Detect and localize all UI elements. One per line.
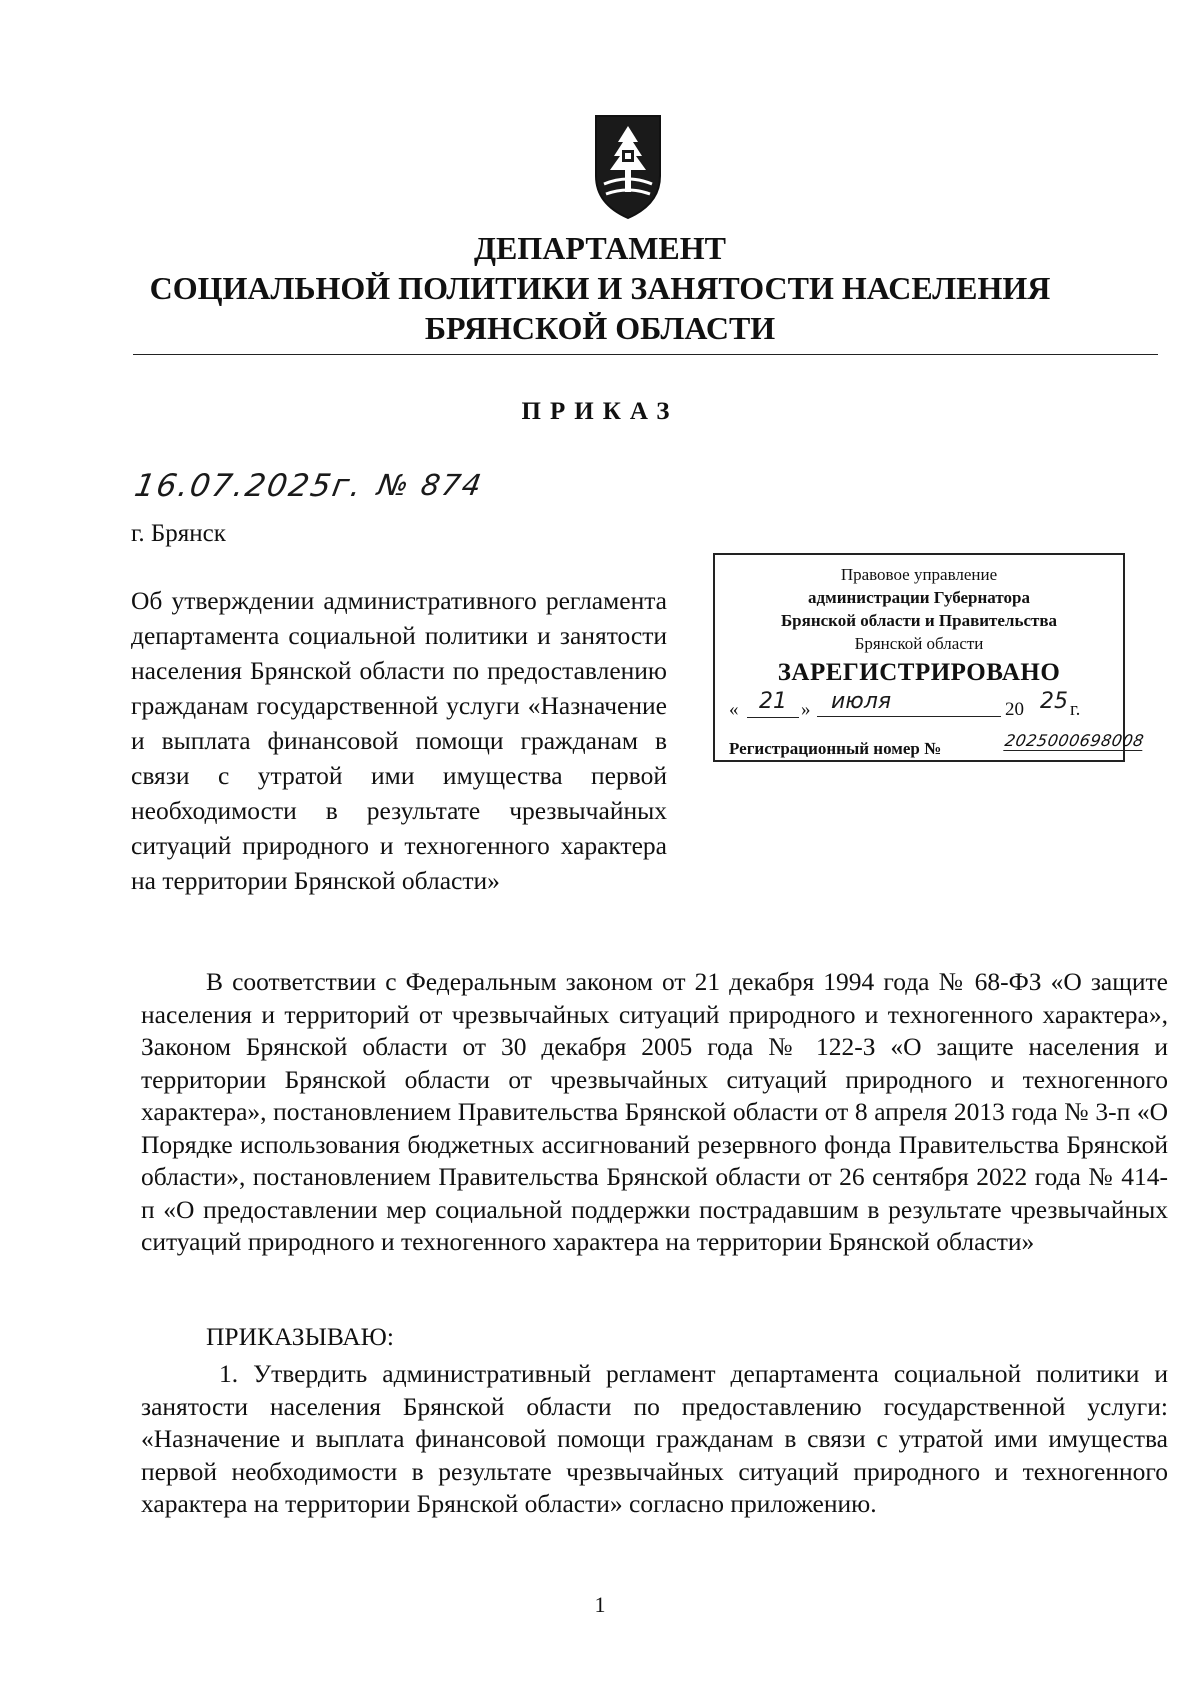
stamp-line-2: администрации Губернатора: [808, 588, 1030, 607]
stamp-year-letter: г.: [1070, 699, 1081, 720]
registration-stamp: [713, 553, 1146, 762]
stamp-year-suffix: 25: [1040, 689, 1068, 714]
department-title-line-3: БРЯНСКОЙ ОБЛАСТИ: [424, 310, 776, 346]
order-directive-label: ПРИКАЗЫВАЮ:: [206, 1322, 394, 1351]
stamp-number-value: 2025000698008: [1003, 731, 1146, 750]
stamp-line-3: Брянской области и Правительства: [780, 611, 1058, 630]
stamp-quote-open: «: [729, 699, 739, 720]
coat-of-arms-icon: [592, 112, 664, 222]
department-title-line-2: СОЦИАЛЬНОЙ ПОЛИТИКИ И ЗАНЯТОСТИ НАСЕЛЕНИЯ: [149, 270, 1051, 306]
stamp-line-4: Брянской области: [854, 634, 984, 653]
stamp-number-row: [715, 731, 1146, 761]
stamp-day: 21: [747, 689, 799, 718]
stamp-number-label: Регистрационный номер №: [729, 739, 942, 758]
order-subject: Об утверждении административного регламента департамента социальной политики и занятости населения Брянской области по предоставлению гражданам государственной услуги «Назначение и выплата финансовой помощи гражданам в связи с утратой ими имущества первой необходимости в результате чрезвычайных ситуаций природного и техногенного характера на территории Брянской области»: [131, 586, 667, 895]
stamp-registered-label: ЗАРЕГИСТРИРОВАНО: [777, 659, 1061, 686]
document-type-title: ПРИКАЗ: [521, 398, 679, 425]
header-divider: [133, 354, 1158, 355]
handwritten-number: № 874: [375, 468, 486, 502]
department-title-line-1: ДЕПАРТАМЕНТ: [474, 230, 726, 266]
stamp-quote-close: »: [801, 699, 811, 720]
order-item-1: 1. Утвердить административный регламент департамента социальной политики и занятости населения Брянской области по предоставлению государственной услуги: «Назначение и выплата финансовой помощи гражданам в связи с утратой ими имущества первой необходимости в результате чрезвычайных ситуаций природного и техногенного характера на территории Брянской области» согласно приложению.: [141, 1359, 1168, 1518]
stamp-year-prefix: 20: [1005, 699, 1024, 720]
stamp-date-row: [715, 689, 1123, 725]
stamp-month: июля: [817, 689, 1001, 717]
stamp-line-1: Правовое управление: [840, 565, 998, 584]
preamble-paragraph: В соответствии с Федеральным законом от 21 декабря 1994 года № 68-ФЗ «О защите населения и территорий от чрезвычайных ситуаций природного и техногенного характера», Законом Брянской области от 30 декабря 2005 года № 122-З «О защите населения и территории Брянской области от чрезвычайных ситуаций природного и техногенного характера», постановлением Правительства Брянской области от 8 апреля 2013 года № 3-п «О Порядке использования бюджетных ассигнований резервного фонда Правительства Брянской области», постановлением Правительства Брянской области от 26 сентября 2022 года № 414-п «О предоставлении мер социальной поддержки пострадавшим в результате чрезвычайных ситуаций природного и техногенного характера на территории Брянской области»: [141, 967, 1168, 1256]
city-label: г. Брянск: [131, 520, 226, 547]
handwritten-date: 16.07.2025г.: [131, 468, 366, 504]
page-number: 1: [594, 1592, 606, 1617]
